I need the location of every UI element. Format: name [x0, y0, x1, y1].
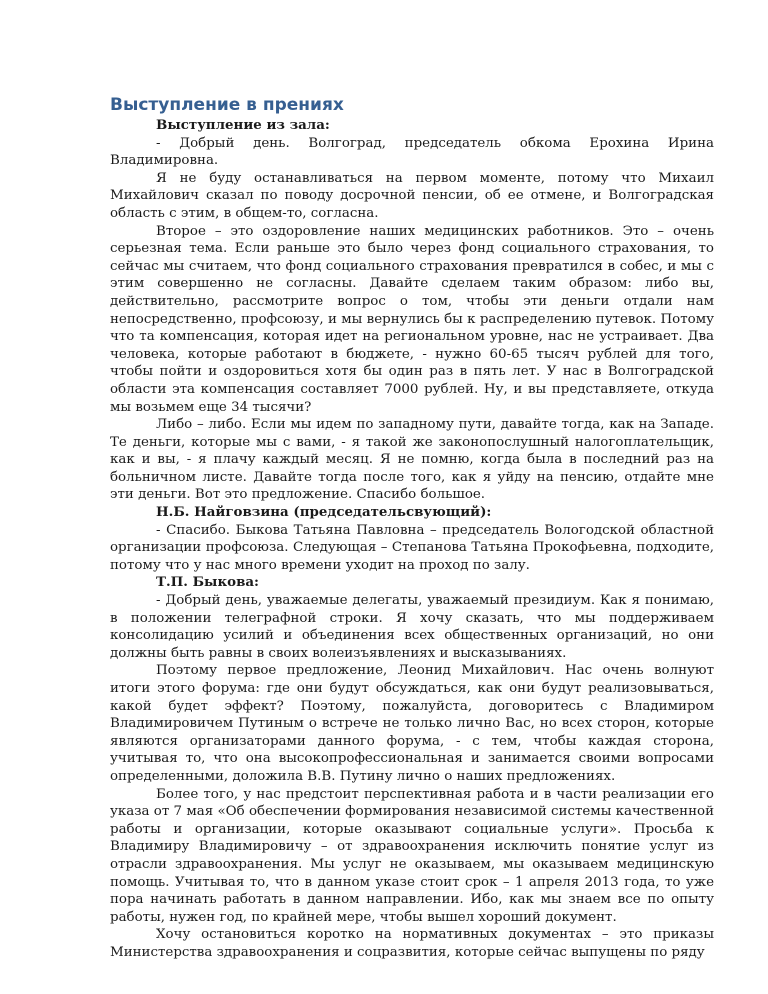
speaker-label: Выступление из зала: — [156, 117, 330, 133]
paragraph: Я не буду останавливаться на первом моменте, потому что Михаил Михайлович сказал по поводу досрочной пенсии, об ее отмене, и Волгоградская область с этим, в общем-то, согласна. — [110, 170, 714, 221]
section-heading: Выступление в прениях — [110, 95, 344, 115]
paragraph: - Добрый день. Волгоград, председатель обкома Ерохина Ирина Владимировна. — [110, 135, 714, 169]
paragraph: Хочу остановиться коротко на нормативных документах – это приказы Министерства здравоохранения и соцразвития, которые сейчас выпущены по ряду — [110, 927, 714, 960]
paragraph: Либо – либо. Если мы идем по западному пути, давайте тогда, как на Западе. Те деньги, которые мы с вами, - я такой же законопослушный налогоплательщик, как и вы, - я плачу каждый месяц. Я не помню, когда была в последний раз на больничном листе. Давайте тогда после того, как я уйду на пенсию, отдайте мне эти деньги. Вот это предложение. Спасибо большое. — [110, 417, 714, 503]
document-page — [110, 94, 714, 962]
paragraph: Более того, у нас предстоит перспективная работа и в части реализации его указа от 7 мая «Об обеспечении формирования независимой системы качественной работы и организации, которые оказывают социальные услуги». Просьба к Владимиру Владимировичу – от здравоохранения исключить понятие услуг из отрасли здравоохранения. Мы услуг не оказываем, мы оказываем медицинскую помощь. Учитывая то, что в данном указе стоит срок – 1 апреля 2013 года, то уже пора начинать работать в данном направлении. Ибо, как мы знаем все по опыту работы, нужен год, по крайней мере, чтобы вышел хороший документ. — [110, 786, 714, 925]
paragraph: - Спасибо. Быкова Татьяна Павловна – председатель Вологодской областной организации профсоюза. Следующая – Степанова Татьяна Прокофьевна, подходите, потому что у нас много времени уходит на проход по залу. — [110, 522, 714, 573]
speaker-label: Т.П. Быкова: — [156, 574, 259, 591]
paragraph: - Добрый день, уважаемые делегаты, уважаемый президиум. Как я понимаю, в положении телеграфной строки. Я хочу сказать, что мы поддерживаем консолидацию усилий и объединения всех общественных организаций, но они должны быть равны в своих волеизъявлениях и высказываниях. — [110, 593, 714, 661]
paragraph: Второе – это оздоровление наших медицинских работников. Это – очень серьезная тема. Если раньше это было через фонд социального страхования, то сейчас мы считаем, что фонд социального страхования превратился в собес, и мы с этим совершенно не согласны. Давайте сделаем таким образом: либо вы, действительно, рассмотрите вопрос о том, чтобы эти деньги отдали нам непосредственно, профсоюзу, и мы вернулись бы к распределению путевок. Потому что та компенсация, которая идет на региональном уровне, нас не устраивает. Два человека, которые работают в бюджете, - нужно 60-65 тысяч рублей для того, чтобы пойти и оздоровиться хотя бы один раз в пять лет. У нас в Волгоградской области эта компенсация составляет 7000 рублей. Ну, и вы представляете, откуда мы возьмем еще 34 тысячи? — [110, 223, 714, 415]
paragraph: Поэтому первое предложение, Леонид Михайлович. Нас очень волнуют итоги этого форума: где они будут обсуждаться, как они будут реализовываться, какой будет эффект? Поэтому, пожалуйста, договоритесь с Владимиром Владимировичем Путиным о встрече не только лично Вас, но всех сторон, которые являются организаторами данного форума, - с тем, чтобы каждая сторона, учитывая то, что она высокопрофессиональная и занимается своими вопросами определенными, доложила В.В. Путину лично о наших предложениях. — [110, 663, 714, 784]
speaker-label: Н.Б. Найговзина (председательсвующий): — [156, 504, 492, 521]
